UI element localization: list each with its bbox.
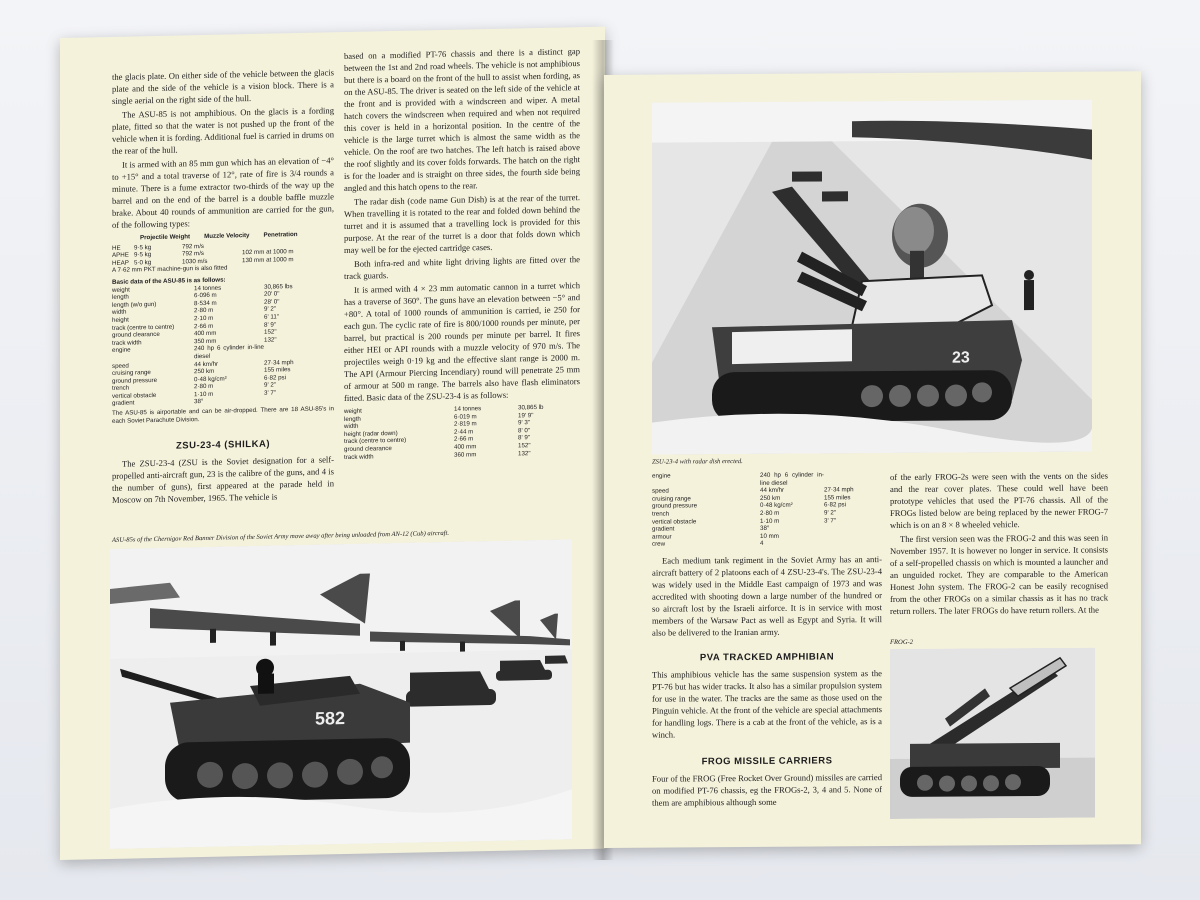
table-cell: 2·44 m: [454, 428, 474, 436]
table-row: HE 9·5 kg 792 m/s: [112, 242, 205, 252]
table-cell: 152": [518, 442, 531, 450]
table-cell: 3' 7": [264, 389, 276, 397]
table-cell: 44 km/hr: [760, 486, 785, 495]
table-cell: width: [344, 422, 359, 431]
table-cell: 9' 2": [824, 509, 836, 517]
asu85-data: [112, 274, 334, 425]
table-cell: track (centre to centre): [344, 437, 407, 446]
table-cell: 132": [518, 449, 531, 457]
table-cell: 9' 2": [264, 381, 276, 390]
table-cell: 1·10 m: [194, 390, 214, 399]
table-cell: 9' 3": [518, 419, 530, 427]
table-cell: 6·096 m: [194, 291, 217, 300]
ammo-header: Muzzle Velocity: [204, 232, 250, 240]
table-cell: weight: [112, 286, 130, 294]
paragraph: the glacis plate. On either side of the vehicle between the glacis plate and the side of the vehicle is a vision block. There is a single aerial on the right side of the hull.: [112, 67, 334, 106]
table-cell: weight: [344, 407, 362, 416]
table-cell: 44 km/hr: [194, 360, 219, 368]
frog-caption: FROG-2: [890, 638, 914, 647]
table-cell: length (w/o gun): [112, 300, 157, 309]
table-cell: 155 miles: [824, 494, 851, 502]
table-cell: 19' 9": [518, 411, 534, 420]
table-cell: 9' 2": [264, 305, 276, 314]
ammo-note: A 7·62 mm PKT machine-gun is also fitted: [112, 264, 228, 275]
table-row: [652, 471, 882, 488]
table-cell: length: [112, 293, 129, 302]
table-cell: track width: [344, 452, 374, 461]
zsu-heading: ZSU-23-4 (SHILKA): [175, 438, 270, 452]
paragraph: of the early FROG-2s were seen with the vents on the sides and the rear cover plates. These could well have been prototype vehicles that used the PT-76 chassis. All of the FROGs listed below are being replaced by the newer FROG-7 which is on an 8 × 8 wheeled vehicle.: [890, 470, 1108, 531]
table-cell: speed: [652, 487, 669, 495]
table-cell: 2·80 m: [194, 307, 214, 315]
table-cell: length: [344, 415, 361, 423]
table-cell: cruising range: [652, 495, 691, 503]
table-cell: ground pressure: [112, 376, 158, 385]
right-column-2: [890, 469, 1108, 619]
right-column-1: [652, 471, 882, 811]
table-cell: 8' 0": [518, 426, 530, 435]
svg-text:582: 582: [315, 708, 346, 729]
table-cell: 1·10 m: [760, 517, 780, 525]
table-cell: 6·82 psi: [264, 373, 287, 382]
paragraph: The first version seen was the FROG-2 and this was seen in November 1957. It is however no longer in service. It consists of a self-propelled chassis on which is mounted a launcher and an unguided rocket. They are comparable to the American Honest John system. The FROG-2 can be easily recognised from the other FROGs on a similar chassis as it has no track return rollers. The later FROGs do have return rollers. At the: [890, 532, 1108, 617]
pva-heading: PVA TRACKED AMPHIBIAN: [699, 651, 835, 664]
table-cell: 0·48 kg/cm²: [194, 375, 227, 383]
left-page: [60, 27, 605, 860]
right-page: [604, 71, 1141, 848]
svg-text:23: 23: [952, 349, 970, 367]
table-cell: trench: [112, 384, 130, 393]
table-cell: engine: [112, 346, 131, 355]
asu85-note: The ASU-85 is airportable and can be air-dropped. There are 18 ASU-85's in each Soviet Parachute Division.: [112, 405, 334, 425]
table-cell: 2·66 m: [194, 322, 214, 330]
table-cell: 240 hp 6 cylinder in-line diesel: [760, 471, 824, 487]
ammo-table: [112, 230, 334, 275]
table-cell: 240 hp 6 cylinder in-line diesel: [194, 344, 264, 361]
table-cell: 8·534 m: [194, 299, 217, 307]
table-cell: 14 tonnes: [454, 405, 482, 413]
table-cell: track (centre to centre): [112, 323, 175, 332]
zsu-photo-image: [652, 100, 1092, 455]
paragraph: This amphibious vehicle has the same suspension system as the PT-76 but has wider tracks. It also has a similar propulsion system for use in the water. The tracks are the same as those used on the Pinguin vehicle. At the front of the vehicle are special attachments for handling logs. There is a cab at the front of the vehicle, as is a winch.: [652, 667, 882, 740]
table-cell: 2·10 m: [194, 314, 214, 323]
table-cell: vertical obstacle: [652, 517, 697, 526]
table-cell: ground pressure: [652, 502, 698, 511]
basic-data-title: Basic data of the ASU-85 is as follows:: [112, 276, 226, 286]
zsu-data-table: [344, 403, 580, 461]
table-cell: 10 mm: [760, 532, 779, 540]
ammo-header: Penetration: [263, 231, 298, 239]
table-cell: gradient: [112, 399, 135, 408]
frog-photo: [890, 648, 1095, 819]
frog-photo-image: [890, 648, 1095, 819]
ammo-header: Projectile Weight: [140, 233, 191, 242]
table-cell: 4: [760, 540, 764, 548]
table-cell: 38°: [760, 525, 770, 533]
table-cell: gradient: [652, 525, 675, 533]
table-cell: 38°: [194, 398, 204, 406]
table-row: [652, 539, 882, 548]
paragraph: Both infra-red and white light driving lights are fitted over the track guards.: [344, 254, 580, 282]
table-cell: armour: [652, 533, 672, 541]
table-cell: 350 mm: [194, 337, 217, 345]
table-cell: 14 tonnes: [194, 284, 222, 292]
paragraph: The radar dish (code name Gun Dish) is at the rear of the turret. When travelling it is rotated to the rear and folded down behind the turret and it is assumed that a travelling lock is provided for this purpose. At the rear of the turret is a door that folds down which may well be for the ejected cartridge cases.: [344, 192, 580, 256]
table-cell: engine: [652, 472, 671, 480]
paragraph: based on a modified PT-76 chassis and there is a distinct gap between the 1st and 2nd road wheels. The vehicle is not amphibious but there is a board on the front of the hull to assist when fording, as on the ASU-85. The driver is seated on the left side of the vehicle at the front and is provided with a windscreen and wiper. A metal hatch covers the windscreen when required and when not required this cover is held in a horizontal position. In the centre of the vehicle is the large turret which is almost the same width as the vehicle. On the roof are two hatches. The left hatch is raised above the roof slightly and its cover folds forwards. The hatch on the right is for the loader and is straight on three sides, the fourth side being angled and this hatch opens to the rear.: [344, 46, 580, 194]
table-cell: 0·48 kg/cm²: [760, 502, 793, 510]
table-cell: 30,865 lbs: [264, 282, 293, 291]
table-cell: 8' 9": [518, 434, 530, 442]
table-row: HEAP 5·0 kg 1030 m/s 130 mm at 1000 m: [112, 255, 294, 267]
table-cell: [824, 539, 882, 547]
table-cell: 360 mm: [454, 450, 477, 459]
table-cell: vertical obstacle: [112, 391, 157, 400]
frog-heading: FROG MISSILE CARRIERS: [701, 755, 833, 768]
table-cell: ground clearance: [344, 445, 392, 454]
table-cell: 6·019 m: [454, 412, 477, 421]
table-cell: 400 mm: [194, 329, 217, 338]
paragraph: The ZSU-23-4 (ZSU is the Soviet designation for a self-propelled anti-aircraft gun, 23 is the calibre of the guns, and 4 is the number of guns), first appeared at the parade held in Moscow on 7th November, 1965. The vehicle is: [112, 453, 334, 505]
table-cell: height: [112, 316, 129, 324]
zsu-photo: [652, 100, 1092, 455]
table-cell: 250 km: [194, 367, 215, 376]
table-cell: width: [112, 308, 127, 317]
table-cell: 155 miles: [264, 366, 291, 374]
table-cell: 27·34 mph: [824, 486, 854, 494]
zsu-spec-table: [652, 471, 882, 549]
table-cell: 20' 0": [264, 290, 280, 298]
table-cell: [824, 471, 882, 487]
table-cell: [264, 343, 334, 360]
table-cell: 3' 7": [824, 516, 836, 525]
asu85-photo-image: [110, 539, 572, 849]
table-cell: track width: [112, 339, 142, 347]
table-cell: 6·82 psi: [824, 501, 847, 509]
photo-caption: ASU-85s of the Chernigov Red Banner Division of the Soviet Army move away after being unloaded from AN-12 (Cub) aircraft.: [112, 529, 449, 544]
zsu-photo-caption: ZSU-23-4 with radar dish erected.: [652, 458, 743, 466]
table-cell: crew: [652, 540, 666, 549]
table-cell: [264, 396, 334, 405]
asu85-photo: [110, 539, 572, 849]
table-cell: 2·819 m: [454, 420, 477, 428]
table-cell: 6' 11": [264, 313, 279, 321]
paragraph: It is armed with 4 × 23 mm automatic cannon in a turret which has a traverse of 360°. The guns have an elevation between −5° and +80°. A total of 1000 rounds of ammunition is carried, ie 250 for each gun. The cyclic rate of fire is 800/1000 rounds per minute, per barrel, but practical is 200 rounds per minute per barrel. It fires either HEI or API rounds with a muzzle velocity of 970 m/s. The projectiles weigh 0·19 kg and the effective slant range is 2000 m. The API (Armour Piercing Incendiary) round will penetrate 25 mm of armour at 500 m range. The barrels also have flash eliminators fitted. Basic data of the ZSU-23-4 is as follows:: [344, 280, 580, 404]
table-cell: 2·80 m: [194, 383, 214, 391]
table-cell: trench: [652, 510, 670, 518]
table-cell: 152": [264, 328, 277, 336]
table-cell: 30,865 lb: [518, 403, 544, 412]
table-cell: 2·80 m: [760, 509, 780, 517]
left-column-2: [344, 45, 580, 461]
table-cell: 28' 0": [264, 298, 280, 306]
table-cell: 132": [264, 336, 277, 344]
paragraph: The ASU-85 is not amphibious. On the glacis is a fording plate, fitted so that the water is not pushed up the front of the vehicle when it is fording. Additional fuel is carried in drums on the rear of the hull.: [112, 105, 334, 156]
left-column-1: [112, 66, 334, 507]
table-cell: 250 km: [760, 494, 781, 502]
table-row: APHE 9·5 kg 792 m/s 102 mm at 1000 m: [112, 248, 294, 260]
paragraph: It is armed with an 85 mm gun which has an elevation of −4° to +15° and a total traverse of 12°, rate of fire is 3/4 rounds a minute. There is a fume extractor two-thirds of the way up the barrel and on the end of the barrel is a double baffle muzzle brake. About 40 rounds of ammunition are carried for the gun, of the following types:: [112, 155, 334, 230]
table-cell: 27·34 mph: [264, 358, 294, 367]
paragraph: Four of the FROG (Free Rocket Over Ground) missiles are carried on modified PT-76 chassis, eg the FROGs-2, 3, 4 and 5. None of them are amphibious although some: [652, 771, 882, 808]
table-cell: 8' 9": [264, 321, 276, 329]
table-cell: speed: [112, 362, 129, 370]
table-cell: 400 mm: [454, 443, 477, 451]
table-cell: ground clearance: [112, 331, 160, 340]
table-cell: height (radar down): [344, 429, 398, 438]
table-cell: 2·66 m: [454, 435, 474, 444]
paragraph: Each medium tank regiment in the Soviet Army has an anti-aircraft battery of 2 platoons each of 4 ZSU-23-4's. The ZSU-23-4 was widely used in the Middle East campaign of 1973 and was accredited with shooting down a large number of the hundred or so aircraft lost by the Israeli airforce. It is in service with most members of the Warsaw Pact as well as Egypt and Syria. It will also be delivered to the Iranian army.: [652, 553, 882, 638]
table-cell: cruising range: [112, 369, 151, 378]
